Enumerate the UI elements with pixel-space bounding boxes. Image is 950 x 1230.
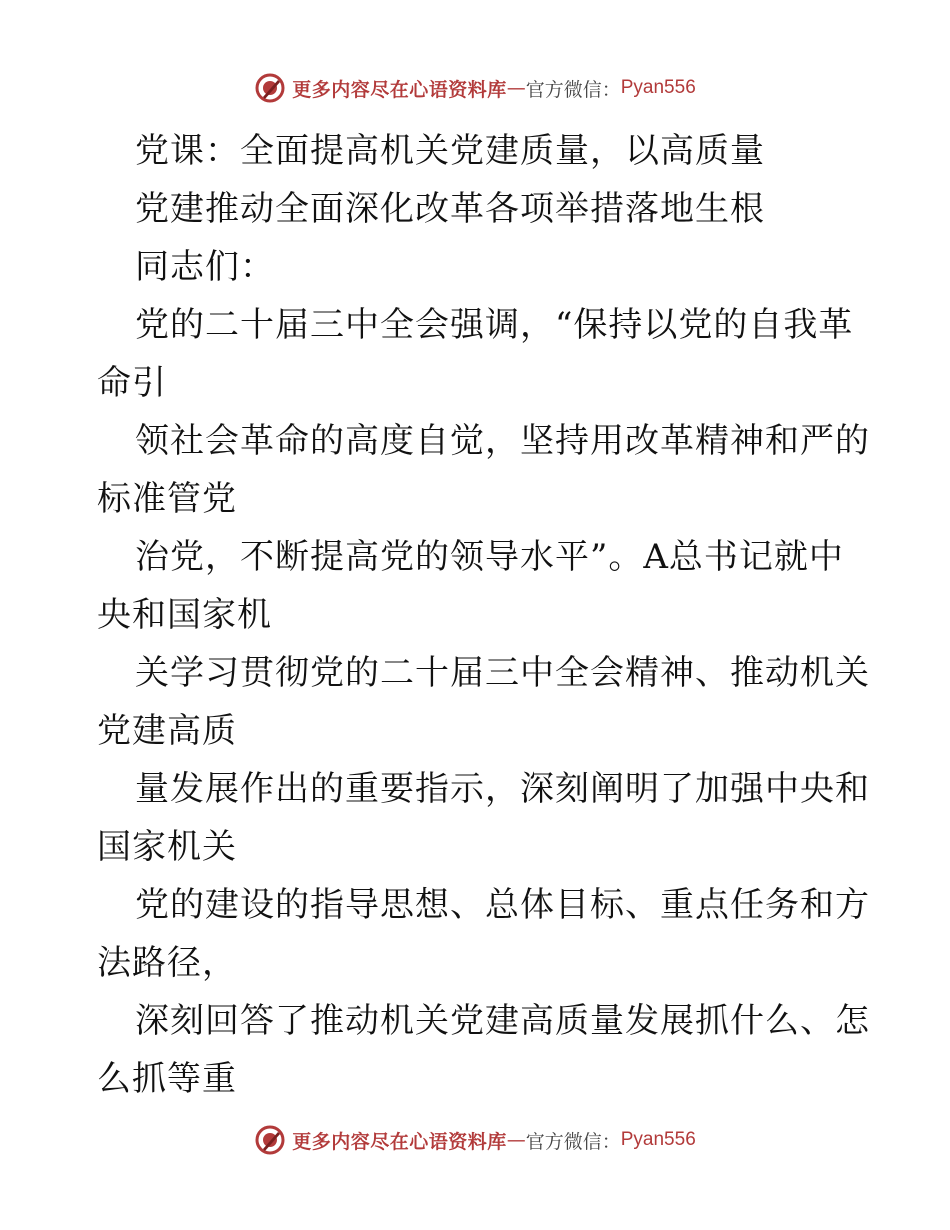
document-body — [97, 122, 870, 1108]
text-line: 么抓等重 — [97, 1059, 237, 1099]
watermark-dash: — — [506, 1129, 526, 1151]
text-line: 关学习贯彻党的二十届三中全会精神、推动机关 — [135, 653, 870, 693]
footer-watermark — [0, 1120, 950, 1160]
header-watermark — [0, 68, 950, 108]
text-line: 同志们： — [135, 247, 275, 287]
text-line: 党课：全面提高机关党建质量，以高质量 — [135, 131, 765, 171]
text-line: 央和国家机 — [97, 595, 272, 635]
watermark-wechat-id: Pyan556 — [620, 77, 696, 98]
text-line: 标准管党 — [97, 479, 237, 519]
text-line: 法路径， — [97, 943, 237, 983]
watermark-text: 更多内容尽在心语资料库 — [292, 78, 507, 101]
text-line: 党建高质 — [97, 711, 237, 751]
watermark-text: 更多内容尽在心语资料库 — [292, 1130, 507, 1153]
watermark-label: 官方微信： — [525, 78, 621, 101]
text-line: 党的二十届三中全会强调，“保持以党的自我革 — [135, 305, 854, 345]
text-line: 党的建设的指导思想、总体目标、重点任务和方 — [135, 885, 870, 925]
watermark-label: 官方微信： — [525, 1130, 621, 1153]
watermark-dash: — — [506, 77, 526, 99]
text-line: 深刻回答了推动机关党建高质量发展抓什么、怎 — [135, 1001, 870, 1041]
text-line: 命引 — [97, 363, 167, 403]
pen-circle-logo-icon — [254, 72, 286, 104]
text-line: 国家机关 — [97, 827, 237, 867]
text-line: 党建推动全面深化改革各项举措落地生根 — [135, 189, 765, 229]
text-line: 领社会革命的高度自觉，坚持用改革精神和严的 — [135, 421, 870, 461]
text-line: 治党，不断提高党的领导水平”。A总书记就中 — [135, 537, 844, 577]
text-line: 量发展作出的重要指示，深刻阐明了加强中央和 — [135, 769, 870, 809]
pen-circle-logo-icon — [254, 1124, 286, 1156]
watermark-wechat-id: Pyan556 — [620, 1129, 696, 1150]
